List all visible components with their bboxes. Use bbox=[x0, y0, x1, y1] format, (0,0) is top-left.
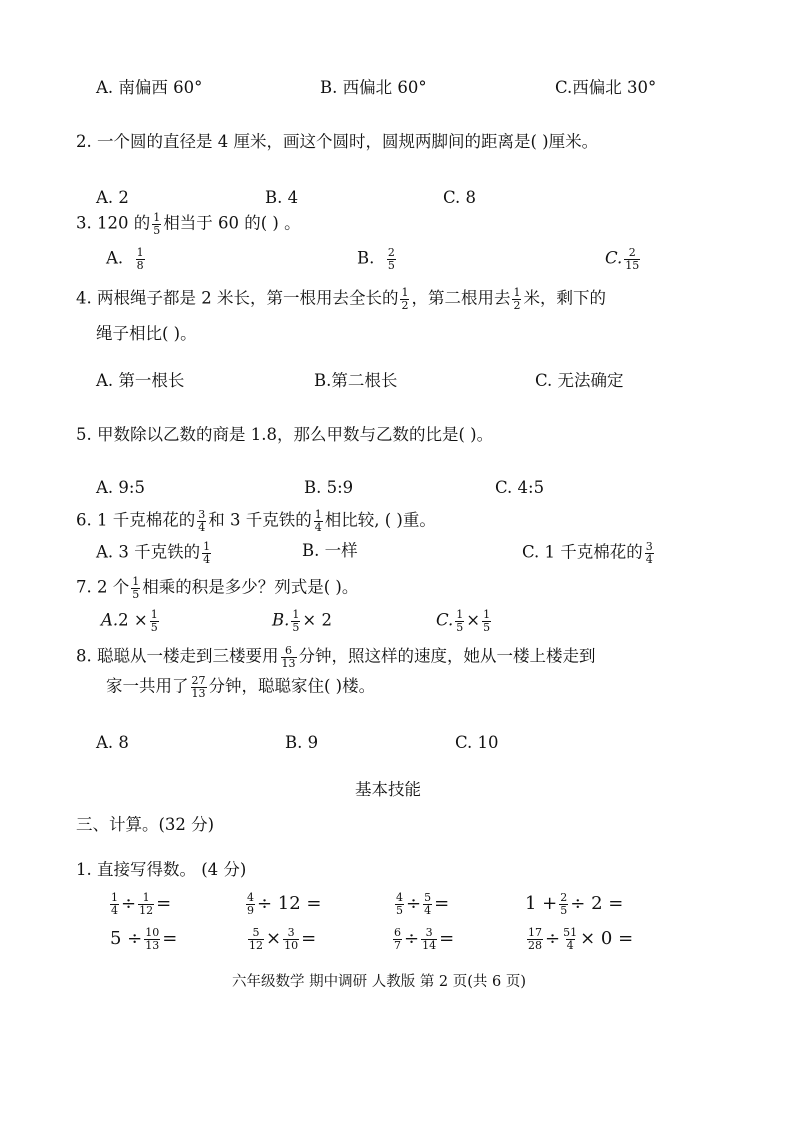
q4-stem: 4. 两根绳子都是 2 米长，第一根用去全长的 $\frac{1}{2}$ ，第二根用去 $\frac{1}{2}$ 米，剩下的 bbox=[76, 286, 606, 312]
q8-stem: 8. 聪聪从一楼走到三楼要用 $\frac{6}{13}$ 分钟，照这样的速度，她从一楼上楼走到 bbox=[76, 644, 596, 670]
calc-r2c2: $\frac{5}{12}$ × $\frac{3}{10}$ = bbox=[249, 926, 317, 952]
part3-title: 三、计算。(32 分) bbox=[76, 815, 215, 834]
q1-option-a: A. 南偏西 60° bbox=[96, 78, 203, 97]
q1-option-c: C.西偏北 30° bbox=[555, 78, 657, 97]
q7-option-a: A.2 × $\frac{1}{5}$ bbox=[101, 608, 158, 634]
calc-r1c3: $\frac{4}{5}$ ÷ $\frac{5}{4}$ = bbox=[396, 891, 450, 917]
q1-option-b: B. 西偏北 60° bbox=[320, 78, 427, 97]
q3-stem-post: 相当于 60 的( ) 。 bbox=[163, 213, 301, 233]
calc-r1c4: 1 + $\frac{2}{5}$ ÷ 2 = bbox=[525, 891, 624, 917]
q4-stem-line2: 绳子相比( )。 bbox=[96, 324, 197, 343]
q8-option-b: B. 9 bbox=[285, 733, 319, 752]
section-title: 基本技能 bbox=[355, 780, 421, 799]
q5-stem: 5. 甲数除以乙数的商是 1.8，那么甲数与乙数的比是( )。 bbox=[76, 425, 494, 444]
q2-stem: 2. 一个圆的直径是 4 厘米，画这个圆时，圆规两脚间的距离是( )厘米。 bbox=[76, 132, 599, 151]
q3-option-b: B. $\frac{2}{5}$ bbox=[357, 246, 395, 272]
q5-option-a: A. 9:5 bbox=[96, 478, 145, 497]
q3-option-a: A. $\frac{1}{8}$ bbox=[106, 246, 144, 272]
q3-stem bbox=[76, 212, 301, 236]
q6-stem: 6. 1 千克棉花的 $\frac{3}{4}$ 和 3 千克铁的 $\frac{1}{4}$ 相比较, ( )重。 bbox=[76, 508, 436, 534]
q2-option-b: B. 4 bbox=[265, 188, 299, 207]
q6-option-c: C. 1 千克棉花的 $\frac{3}{4}$ bbox=[522, 540, 653, 566]
q7-stem: 7. 2 个 $\frac{1}{5}$ 相乘的积是多少？列式是( )。 bbox=[76, 575, 359, 601]
calc-r1c1: $\frac{1}{4}$ ÷ $\frac{1}{12}$ = bbox=[111, 891, 172, 917]
calc-r1c2: $\frac{4}{9}$ ÷ 12 = bbox=[247, 891, 322, 917]
q4-option-b: B.第二根长 bbox=[314, 371, 398, 390]
q5-option-c: C. 4:5 bbox=[495, 478, 545, 497]
q6-option-a: A. 3 千克铁的 $\frac{1}{4}$ bbox=[96, 540, 211, 566]
q3-stem-pre: 3. 120 的 bbox=[76, 213, 151, 233]
q8-stem-line2: 家一共用了 $\frac{27}{13}$ 分钟，聪聪家住( )楼。 bbox=[106, 674, 376, 700]
page-footer: 六年级数学 期中调研 人教版 第 2 页(共 6 页) bbox=[232, 974, 527, 990]
q3-fraction: $\frac{1}{5}$ bbox=[153, 211, 161, 237]
q2-option-c: C. 8 bbox=[443, 188, 477, 207]
calc-r2c4: $\frac{17}{28}$ ÷ $\frac{51}{4}$ × 0 = bbox=[528, 926, 634, 952]
q7-option-b: B. $\frac{1}{5}$ × 2 bbox=[272, 608, 332, 634]
calc-r2c1: 5 ÷ $\frac{10}{13}$ = bbox=[110, 926, 178, 952]
q6-option-b: B. 一样 bbox=[302, 541, 358, 560]
q4-option-a: A. 第一根长 bbox=[96, 371, 185, 390]
q2-option-a: A. 2 bbox=[96, 188, 129, 207]
calc1-title: 1. 直接写得数。 (4 分) bbox=[76, 860, 247, 879]
q8-option-c: C. 10 bbox=[455, 733, 499, 752]
q4-option-c: C. 无法确定 bbox=[535, 371, 624, 390]
q8-option-a: A. 8 bbox=[96, 733, 129, 752]
q7-option-c: C. $\frac{1}{5}$ × $\frac{1}{5}$ bbox=[436, 608, 491, 634]
q3-option-c: C. $\frac{2}{15}$ bbox=[605, 246, 640, 272]
calc-r2c3: $\frac{6}{7}$ ÷ $\frac{3}{14}$ = bbox=[394, 926, 455, 952]
q5-option-b: B. 5:9 bbox=[304, 478, 354, 497]
